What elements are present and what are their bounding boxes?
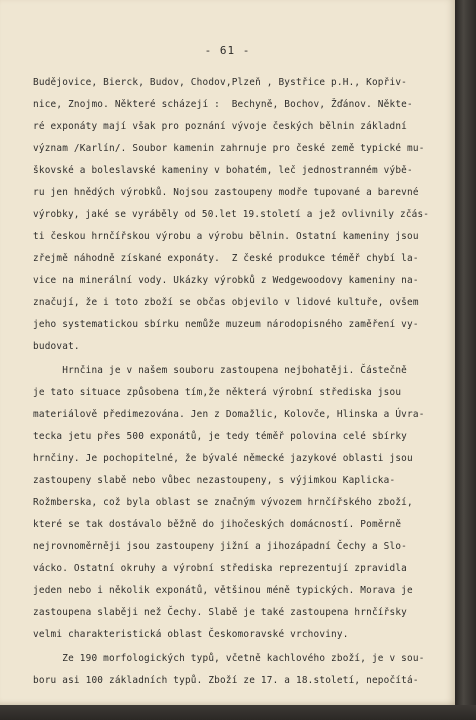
text-line: Ze 190 morfologických typů, včetně kachlového zboží, je v sou- [33, 653, 425, 664]
text-line: ti českou hrnčířskou výrobu a výrobu bělnin. Ostatní kameniny jsou [33, 231, 419, 242]
text-line: ru jen hnědých výrobků. Nojsou zastoupeny modře tupované a barevné [33, 187, 419, 198]
text-line: hrnčiny. Je pochopitelné, že bývalé německé jazykové oblasti jsou [33, 453, 413, 464]
text-line: materiálově předimezována. Jen z Domažlic, Kolovče, Hlinska a Úvra- [33, 409, 425, 420]
text-line: jeden nebo i několik exponátů, většinou méně typických. Morava je [33, 585, 413, 596]
text-line: škovské a boleslavské kameniny v bohatém, leč jednostranném výbě- [33, 165, 413, 176]
text-line: nejrovnoměrněji jsou zastoupeny jižní a jihozápadní Čechy a Slo- [33, 541, 408, 552]
text-line: Hrnčina je v našem souboru zastoupena nejbohatěji. Částečně [33, 365, 408, 376]
page-number: - 61 - [204, 44, 251, 57]
page-bottom-edge [0, 705, 476, 720]
text-line: význam /Karlín/. Soubor kamenin zahrnuje pro české země typické mu- [33, 143, 425, 154]
book-binding-edge [455, 0, 476, 720]
text-line: značují, že i toto zboží se občas objevilo v lidové kultuře, ovšem [33, 297, 419, 308]
text-line: zastoupena slaběji než Čechy. Slabě je také zastoupena hrnčířsky [33, 607, 408, 618]
text-line: boru asi 100 základních typů. Zboží ze 17. a 18.století, nepočítá- [33, 675, 419, 686]
text-line: je tato situace způsobena tím,že některá výrobní střediska jsou [33, 387, 402, 398]
text-line: výrobky, jaké se vyráběly od 50.let 19.století a jež ovlivnily zčás- [33, 209, 430, 220]
text-line: budovat. [33, 341, 80, 352]
text-line: Budějovice, Bierck, Budov, Chodov,Plzeň , Bystřice p.H., Kopřiv- [33, 77, 408, 88]
text-line: jeho systematickou sbírku nemůže muzeum národopisného zaměření vy- [33, 319, 419, 330]
text-line: velmi charakteristická oblast Českomoravské vrchoviny. [33, 629, 349, 640]
text-line: zastoupeny slabě nebo vůbec nezastoupeny, s výjimkou Kaplicka- [33, 475, 396, 486]
text-line: Rožmberska, což byla oblast se značným vývozem hrnčířského zboží, [33, 497, 413, 508]
text-line: tecka jetu přes 500 exponátů, je tedy téměř polovina celé sbírky [33, 431, 408, 442]
text-line: vice na minerální vody. Ukázky výrobků z Wedgewoodovy kameniny na- [33, 275, 419, 286]
text-line: vácko. Ostatní okruhy a výrobní střediska reprezentují zpravidla [33, 563, 408, 574]
text-line: zřejmě náhodně získané exponáty. Z české produkce téměř chybí la- [33, 253, 419, 264]
text-line: které se tak dostávalo běžně do jihočeských domácností. Poměrně [33, 519, 402, 530]
text-line: ré exponáty mají však pro poznání vývoje českých bělnin základní [33, 121, 408, 132]
text-line: nice, Znojmo. Některé scházejí : Bechyně, Bochov, Žďánov. Někte- [33, 99, 413, 110]
